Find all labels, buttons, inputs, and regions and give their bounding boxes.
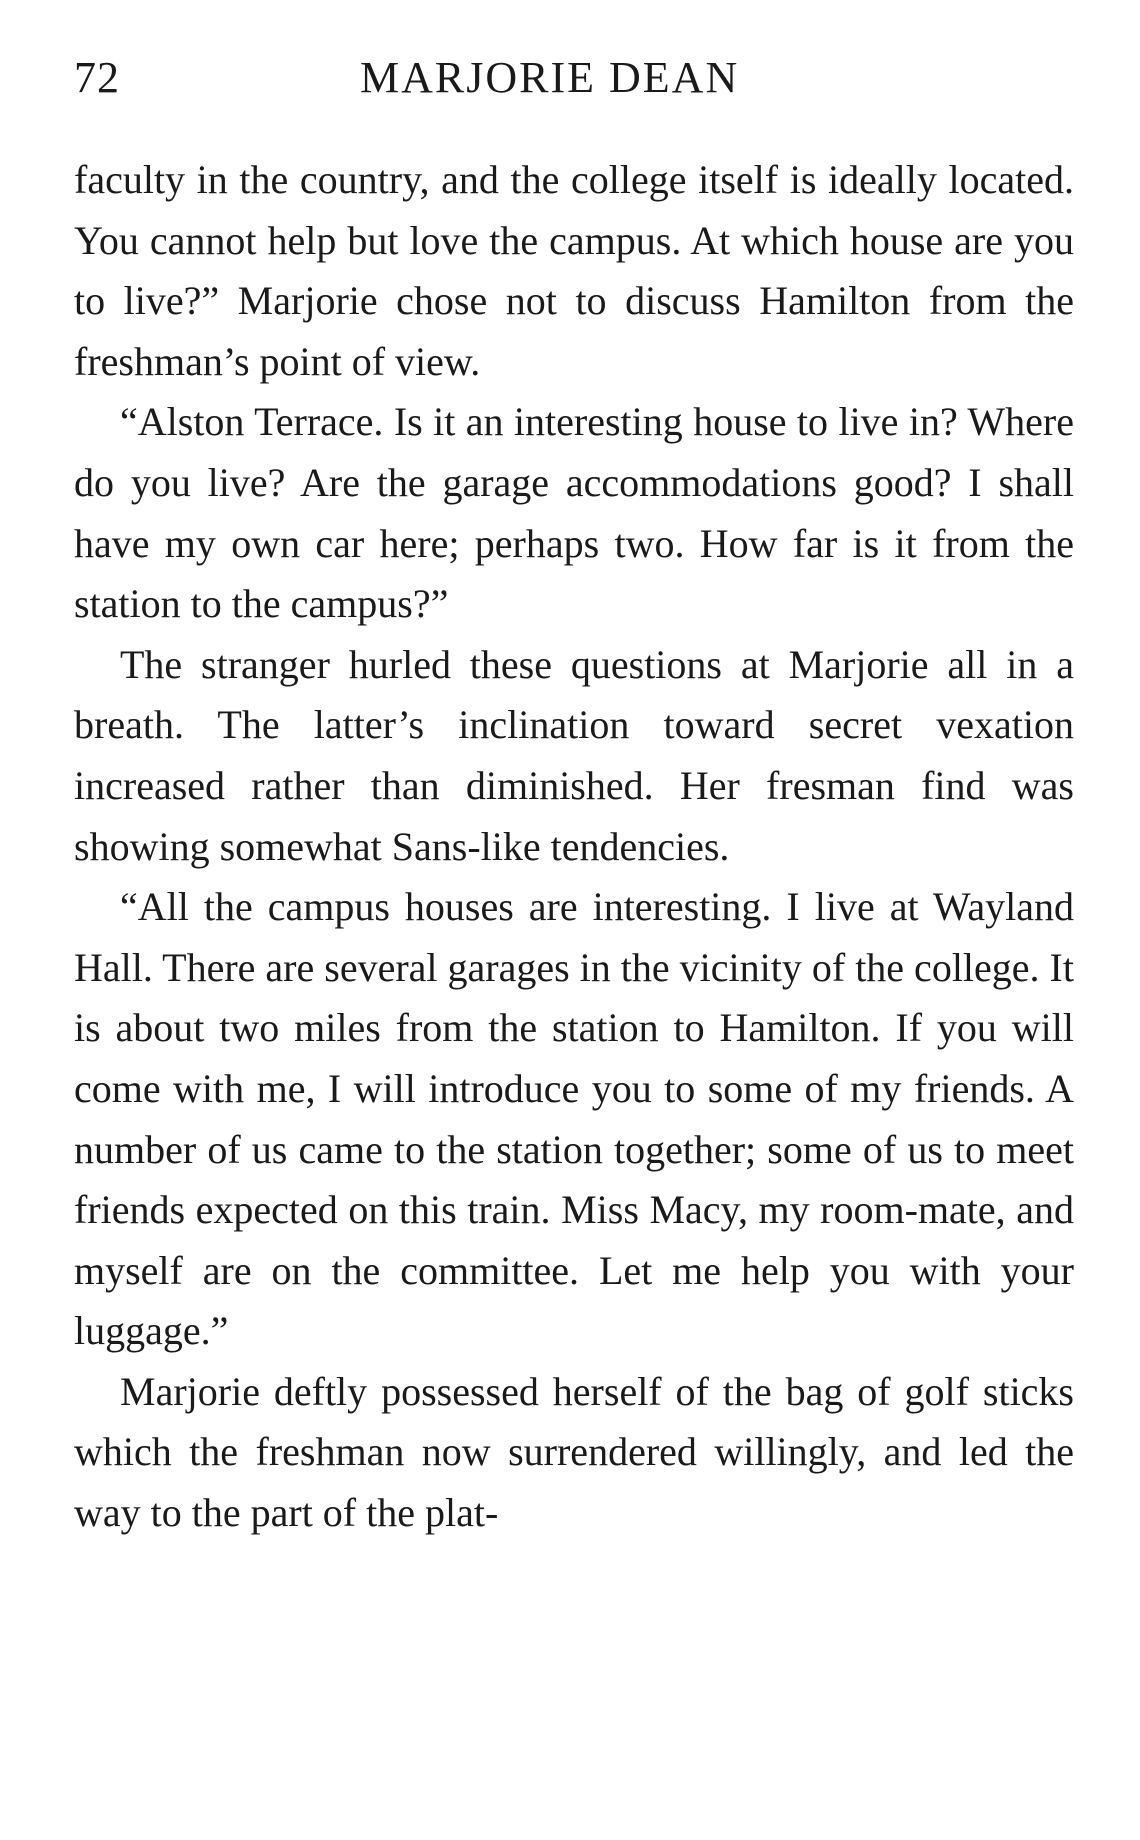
paragraph: “Alston Terrace. Is it an interesting house to live in? Where do you live? Are the garage accommodations good? I shall have my own car here; perhaps two. How far is it from the station to the campus?” — [74, 399, 1074, 627]
paragraph: “All the campus houses are interesting. I live at Wayland Hall. There are several garages in the vicinity of the college. It is about two miles from the station to Hamilton. If you will come with me, I will introduce you to some of my friends. A number of us came to the station together; some of us to meet friends expected on this train. Miss Macy, my room-mate, and myself are on the committee. Let me help you with your luggage.” — [74, 884, 1074, 1354]
body-text — [74, 150, 1074, 1544]
page-number: 72 — [74, 53, 120, 102]
running-head — [74, 52, 1074, 112]
paragraph: Marjorie deftly possessed herself of the bag of golf sticks which the freshman now surrendered willingly, and led the way to the part of the plat- — [74, 1368, 1074, 1536]
paragraph-continued: faculty in the country, and the college itself is ideally located. You cannot help but love the campus. At which house are you to live?” Marjorie chose not to discuss Hamilton from the freshman’s point of view. — [74, 157, 1074, 384]
book-title: MARJORIE DEAN — [360, 53, 740, 102]
paragraph: The stranger hurled these questions at Marjorie all in a breath. The latter’s inclination toward secret vexation increased rather than diminished. Her fresman find was showing somewhat Sans-like tendencies. — [74, 641, 1074, 869]
